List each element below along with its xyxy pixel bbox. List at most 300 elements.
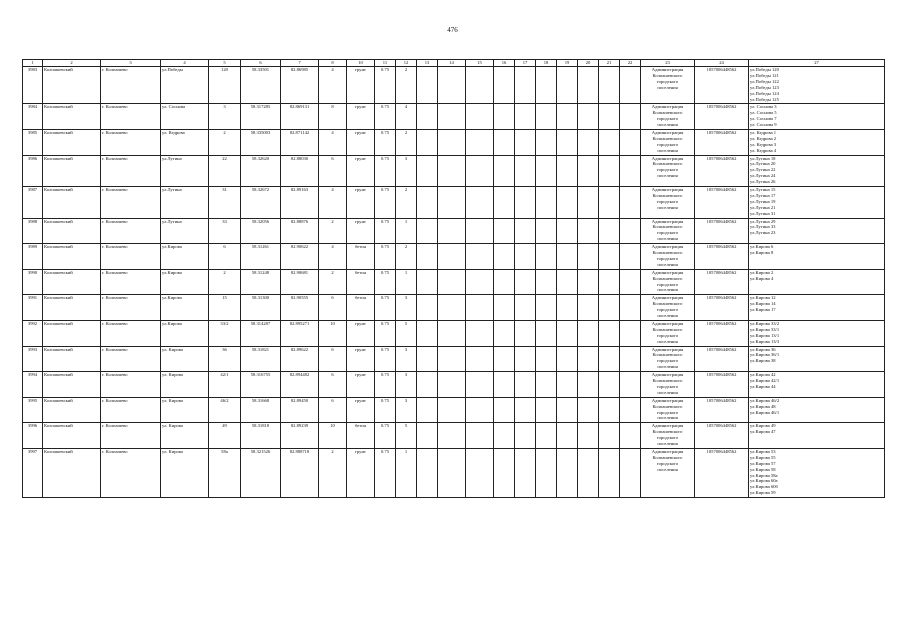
row-number: 3991 [23,295,43,321]
owner-line: городского [656,460,679,466]
district-cell: Колпашевский [43,448,101,497]
containers-cell: 10 [319,320,347,346]
address-line: ул.Победы 123 [750,84,779,90]
latitude-cell: 58.32672 [241,187,281,219]
volume-cell: 0.75 [375,269,396,295]
owner-line: городского [656,332,679,338]
owner-cell [641,129,695,155]
served-addresses-cell [749,320,885,346]
house-cell: 15 [209,295,241,321]
served-addresses-cell [749,295,885,321]
empty-cell [417,104,438,130]
row-number: 3996 [23,423,43,449]
longitude-cell: 82.90681 [281,269,319,295]
empty-cell [578,295,599,321]
ogrn-cell: 1057006448562 [695,295,749,321]
count-cell: 3 [396,346,417,372]
town-cell: г. Колпашево [101,295,161,321]
owner-cell [641,448,695,497]
empty-cell [578,155,599,187]
house-cell: 33 [209,218,241,244]
empty-cell [417,423,438,449]
town-cell: г. Колпашево [101,129,161,155]
address-line: ул.Кирова 46/2 [750,397,780,403]
street-cell: ул.Лугина [161,155,209,187]
empty-cell [620,295,641,321]
owner-line: поселения [657,236,678,242]
row-number: 3993 [23,346,43,372]
house-cell: 42/1 [209,372,241,398]
empty-cell [494,244,515,270]
containers-cell: 2 [319,269,347,295]
empty-cell [536,397,557,423]
table-row [23,372,885,398]
latitude-cell: 58.32056 [241,218,281,244]
column-header: 1 [23,60,43,67]
town-cell: г. Колпашево [101,397,161,423]
owner-line: Колпашевского [652,326,683,332]
longitude-cell: 82.89163 [281,187,319,219]
column-header: 11 [375,60,396,67]
owner-cell [641,372,695,398]
served-addresses-cell [749,187,885,219]
longitude-cell: 82.894482 [281,372,319,398]
surface-cell: грунт [347,448,375,497]
containers-cell: 10 [319,423,347,449]
address-line: ул.Кирова 38 [750,358,776,364]
surface-cell: грунт [347,67,375,104]
street-cell: ул. Кедрова [161,129,209,155]
empty-cell [536,129,557,155]
address-line: ул.Кирова 60а [750,478,778,484]
empty-cell [578,244,599,270]
empty-cell [557,448,578,497]
containers-cell: 6 [319,372,347,398]
surface-cell: бетон [347,269,375,295]
empty-cell [417,129,438,155]
empty-cell [515,448,536,497]
address-line: ул.Кирова 47 [750,429,776,435]
owner-line: Администрация [651,346,684,352]
street-cell: ул. Кирова [161,423,209,449]
owner-line: поселения [657,466,678,472]
owner-cell [641,320,695,346]
empty-cell [438,346,466,372]
town-cell: г. Колпашево [101,244,161,270]
owner-line: Администрация [651,187,684,193]
count-cell: 2 [396,244,417,270]
empty-cell [620,372,641,398]
address-line: ул.Лугина 20 [750,161,776,167]
registry-table [22,59,885,498]
column-header: 14 [438,60,466,67]
column-header: 20 [578,60,599,67]
owner-line: городского [656,198,679,204]
street-cell: ул. Кирова [161,346,209,372]
surface-cell: грунт [347,104,375,130]
empty-cell [466,320,494,346]
latitude-cell: 58.32620 [241,155,281,187]
empty-cell [620,320,641,346]
owner-line: городского [656,307,679,313]
empty-cell [578,320,599,346]
empty-cell [536,372,557,398]
column-header: 22 [620,60,641,67]
address-line: ул. Кедрова 3 [750,141,777,147]
owner-line: Администрация [651,372,684,378]
table-row [23,218,885,244]
containers-cell: 4 [319,244,347,270]
address-line: ул.Кирова 17 [750,307,776,313]
address-line: ул.Кирова 53 [750,448,776,454]
district-cell: Колпашевский [43,244,101,270]
address-line: ул.Кирова 12 [750,295,776,301]
latitude-cell: 58.31818 [241,423,281,449]
street-cell: ул. Кирова [161,448,209,497]
empty-cell [494,320,515,346]
volume-cell: 0.75 [375,372,396,398]
column-header: 8 [319,60,347,67]
district-cell: Колпашевский [43,129,101,155]
served-addresses-cell [749,218,885,244]
empty-cell [515,372,536,398]
owner-cell [641,295,695,321]
empty-cell [466,218,494,244]
served-addresses-cell [749,155,885,187]
latitude-cell: 58.314287 [241,320,281,346]
latitude-cell: 58.33501 [241,67,281,104]
empty-cell [620,104,641,130]
empty-cell [515,320,536,346]
row-number: 3983 [23,67,43,104]
street-cell: ул.Кирова [161,244,209,270]
column-header: 13 [417,60,438,67]
count-cell: 2 [396,67,417,104]
owner-line: поселения [657,287,678,293]
header-row [23,60,885,67]
address-line: ул.Кирова 44 [750,383,776,389]
house-cell: 2 [209,129,241,155]
empty-cell [557,423,578,449]
empty-cell [536,155,557,187]
ogrn-cell: 1057006448562 [695,423,749,449]
latitude-cell: 58.31300 [241,295,281,321]
empty-cell [466,295,494,321]
owner-cell [641,187,695,219]
owner-line: Администрация [651,129,684,135]
empty-cell [417,244,438,270]
empty-cell [557,397,578,423]
row-number: 3990 [23,269,43,295]
volume-cell: 0.75 [375,346,396,372]
district-cell: Колпашевский [43,104,101,130]
table-body [23,67,885,498]
empty-cell [620,244,641,270]
empty-cell [536,269,557,295]
longitude-cell: 82.89622 [281,346,319,372]
address-line: ул.Кирова 13/1 [750,332,780,338]
longitude-cell: 82.89239 [281,423,319,449]
empty-cell [599,269,620,295]
ogrn-cell: 1057006448562 [695,244,749,270]
row-number: 3987 [23,187,43,219]
table-row [23,320,885,346]
street-cell: ул.Лугина [161,187,209,219]
district-cell: Колпашевский [43,295,101,321]
empty-cell [578,423,599,449]
empty-cell [599,67,620,104]
empty-cell [599,448,620,497]
empty-cell [417,397,438,423]
empty-cell [536,218,557,244]
ogrn-cell: 1057006448562 [695,372,749,398]
count-cell: 3 [396,397,417,423]
column-header: 24 [695,60,749,67]
longitude-cell: 82.90555 [281,295,319,321]
address-line: ул.Кирова 4 [750,275,774,281]
empty-cell [620,346,641,372]
empty-cell [536,104,557,130]
empty-cell [557,218,578,244]
latitude-cell: 58.317285 [241,104,281,130]
volume-cell: 0.75 [375,187,396,219]
column-header: 2 [43,60,101,67]
district-cell: Колпашевский [43,187,101,219]
owner-line: Администрация [651,423,684,429]
street-cell: ул.Кирова [161,269,209,295]
address-line: ул.Лугина 33 [750,224,776,230]
owner-line: Колпашевского [652,429,683,435]
empty-cell [494,269,515,295]
owner-cell [641,423,695,449]
surface-cell: грунт [347,346,375,372]
owner-line: Администрация [651,218,684,224]
owner-line: городского [656,383,679,389]
volume-cell: 0.75 [375,244,396,270]
empty-cell [417,320,438,346]
empty-cell [417,295,438,321]
surface-cell: грунт [347,372,375,398]
empty-cell [578,346,599,372]
empty-cell [494,155,515,187]
district-cell: Колпашевский [43,397,101,423]
containers-cell: 2 [319,448,347,497]
table-row [23,187,885,219]
empty-cell [599,372,620,398]
town-cell: г. Колпашево [101,218,161,244]
empty-cell [438,67,466,104]
house-cell: 31 [209,187,241,219]
empty-cell [515,295,536,321]
address-line: ул.Лугина 29 [750,218,776,224]
town-cell: г. Колпашево [101,346,161,372]
table-row [23,155,885,187]
empty-cell [578,187,599,219]
empty-cell [494,104,515,130]
empty-cell [599,320,620,346]
empty-cell [536,346,557,372]
empty-cell [438,397,466,423]
owner-cell [641,269,695,295]
street-cell: ул. Кирова [161,372,209,398]
owner-line: Колпашевского [652,378,683,384]
served-addresses-cell [749,67,885,104]
street-cell: ул.Кирова [161,295,209,321]
owner-line: поселения [657,364,678,370]
empty-cell [599,218,620,244]
containers-cell: 4 [319,187,347,219]
empty-cell [557,129,578,155]
empty-cell [536,423,557,449]
empty-cell [438,372,466,398]
empty-cell [417,155,438,187]
empty-cell [620,448,641,497]
empty-cell [438,448,466,497]
ogrn-cell: 1057006448562 [695,155,749,187]
latitude-cell: 58.31261 [241,244,281,270]
volume-cell: 0.75 [375,67,396,104]
row-number: 3988 [23,218,43,244]
row-number: 3997 [23,448,43,497]
owner-line: Колпашевского [652,352,683,358]
empty-cell [494,448,515,497]
empty-cell [515,397,536,423]
owner-line: городского [656,141,679,147]
empty-cell [438,187,466,219]
address-line: ул.Лугина 18 [750,155,776,161]
owner-line: Колпашевского [652,135,683,141]
town-cell: г. Колпашево [101,104,161,130]
house-cell: 58а [209,448,241,497]
address-line: ул.Кирова 59 [750,490,776,496]
owner-line: городского [656,435,679,441]
street-cell: ул.Лугина [161,218,209,244]
empty-cell [417,346,438,372]
empty-cell [536,295,557,321]
empty-cell [599,244,620,270]
empty-cell [466,187,494,219]
owner-line: Колпашевского [652,275,683,281]
volume-cell: 0.75 [375,129,396,155]
empty-cell [515,129,536,155]
empty-cell [515,155,536,187]
owner-line: поселения [657,389,678,395]
house-cell: 49 [209,423,241,449]
address-line: ул.Кирова 33/1 [750,326,780,332]
row-number: 3992 [23,320,43,346]
address-line: ул.Лугина 19 [750,198,776,204]
empty-cell [515,67,536,104]
empty-cell [620,423,641,449]
owner-line: Администрация [651,269,684,275]
latitude-cell: 58.31821 [241,346,281,372]
empty-cell [494,346,515,372]
count-cell: 3 [396,372,417,398]
empty-cell [494,129,515,155]
empty-cell [599,397,620,423]
empty-cell [515,218,536,244]
street-cell: ул. Соснова [161,104,209,130]
longitude-cell: 82.871142 [281,129,319,155]
empty-cell [438,423,466,449]
surface-cell: грунт [347,397,375,423]
address-line: ул. Кедрова 1 [750,129,777,135]
address-line: ул.Лугина 24 [750,173,776,179]
column-header: 16 [494,60,515,67]
owner-cell [641,346,695,372]
town-cell: г. Колпашево [101,372,161,398]
volume-cell: 0.75 [375,320,396,346]
house-cell: 33/2 [209,320,241,346]
owner-cell [641,155,695,187]
empty-cell [578,448,599,497]
ogrn-cell: 1057006448562 [695,67,749,104]
empty-cell [515,423,536,449]
empty-cell [417,67,438,104]
column-header: 6 [241,60,281,67]
row-number: 3994 [23,372,43,398]
empty-cell [578,269,599,295]
table-row [23,104,885,130]
owner-line: Колпашевского [652,72,683,78]
address-line: ул.Кирова 58а [750,472,778,478]
town-cell: г. Колпашево [101,423,161,449]
house-cell: 22 [209,155,241,187]
owner-line: Администрация [651,104,684,110]
empty-cell [438,129,466,155]
volume-cell: 0.75 [375,423,396,449]
empty-cell [466,129,494,155]
count-cell: 5 [396,320,417,346]
owner-line: поселения [657,313,678,319]
empty-cell [466,244,494,270]
longitude-cell: 82.86985 [281,67,319,104]
empty-cell [466,104,494,130]
served-addresses-cell [749,244,885,270]
address-line: ул.Лугина 26 [750,179,776,185]
owner-line: поселения [657,84,678,90]
empty-cell [536,67,557,104]
column-header: 17 [515,60,536,67]
owner-line: поселения [657,261,678,267]
volume-cell: 0.75 [375,104,396,130]
column-header: 19 [557,60,578,67]
district-cell: Колпашевский [43,218,101,244]
surface-cell: грунт [347,320,375,346]
empty-cell [557,320,578,346]
empty-cell [515,269,536,295]
empty-cell [536,448,557,497]
owner-line: городского [656,167,679,173]
street-cell: ул. Кирова [161,397,209,423]
owner-line: городского [656,116,679,122]
empty-cell [557,155,578,187]
empty-cell [599,129,620,155]
volume-cell: 0.75 [375,218,396,244]
table-row [23,269,885,295]
surface-cell: бетон [347,423,375,449]
empty-cell [536,244,557,270]
count-cell: 2 [396,187,417,219]
longitude-cell: 82.89450 [281,397,319,423]
served-addresses-cell [749,104,885,130]
address-line: ул. Кедрова 4 [750,147,777,153]
empty-cell [557,346,578,372]
house-cell: 120 [209,67,241,104]
address-line: ул.Лугина 17 [750,192,776,198]
town-cell: г. Колпашево [101,155,161,187]
street-cell: ул.Победы [161,67,209,104]
